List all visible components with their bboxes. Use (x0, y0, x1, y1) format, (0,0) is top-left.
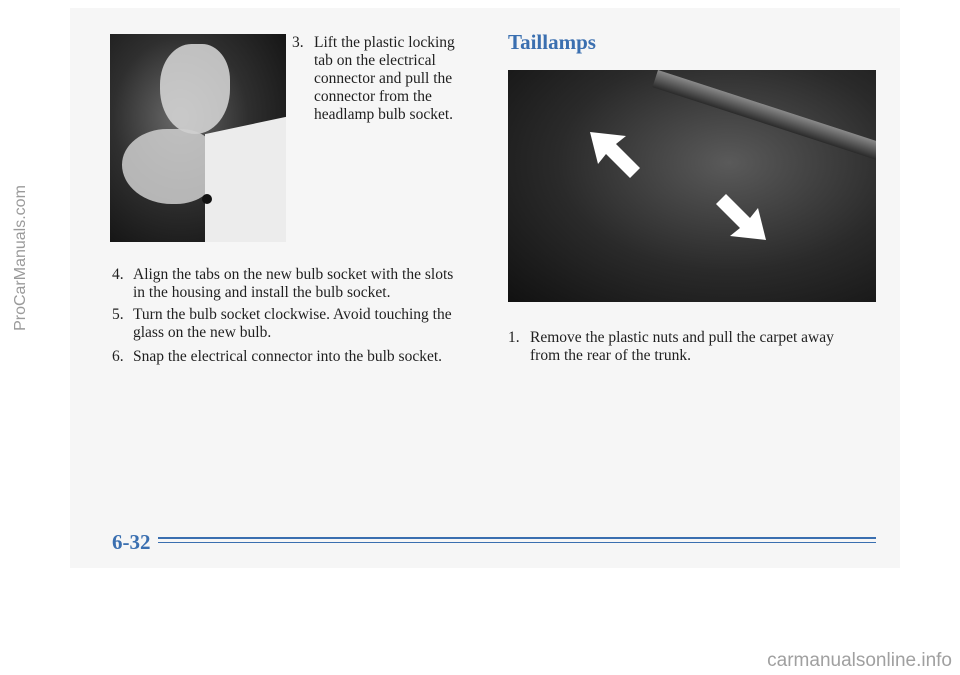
step-line: Remove the plastic nuts and pull the carpet away (530, 329, 834, 346)
step-number: 1. (508, 329, 520, 346)
step-line: from the rear of the trunk. (530, 347, 691, 364)
arrow-icons (508, 70, 876, 302)
photo-bracket (205, 114, 286, 242)
step-line: connector and pull the (314, 70, 453, 87)
step-line: in the housing and install the bulb socket. (133, 284, 391, 301)
footer-rule (158, 537, 876, 539)
step-line: headlamp bulb socket. (314, 106, 454, 123)
step-number: 5. (112, 306, 124, 323)
step-line: Snap the electrical connector into the bulb socket. (133, 348, 443, 365)
headlamp-connector-photo (110, 34, 286, 242)
page-number: 6-32 (112, 530, 151, 554)
step-3 (292, 34, 455, 124)
section-title: Taillamps (508, 30, 596, 54)
photo-bracket-hole (202, 194, 212, 204)
step-number: 4. (112, 266, 124, 283)
step-line: tab on the electrical (314, 52, 436, 69)
arrow-down-right-icon (716, 194, 766, 240)
step-line: Align the tabs on the new bulb socket with the slots (133, 266, 454, 283)
step-line: glass on the new bulb. (133, 324, 272, 341)
photo-hand-lower (122, 129, 217, 204)
step-line: Lift the plastic locking (314, 34, 455, 51)
photo-hand-upper (160, 44, 230, 134)
step-5 (112, 306, 452, 342)
watermark-vertical: ProCarManuals.com (12, 185, 29, 331)
step-line: Turn the bulb socket clockwise. Avoid touching the (133, 306, 452, 323)
watermark-bottom: carmanualsonline.info (767, 650, 952, 671)
step-4 (112, 266, 453, 302)
step-1-taillamp (508, 329, 834, 365)
trunk-carpet-photo (508, 70, 876, 302)
step-number: 6. (112, 348, 124, 365)
step-number: 3. (292, 34, 304, 51)
step-6 (112, 348, 442, 366)
footer-rule-thin (158, 542, 876, 543)
arrow-up-left-icon (590, 132, 640, 178)
step-line: connector from the (314, 88, 432, 105)
